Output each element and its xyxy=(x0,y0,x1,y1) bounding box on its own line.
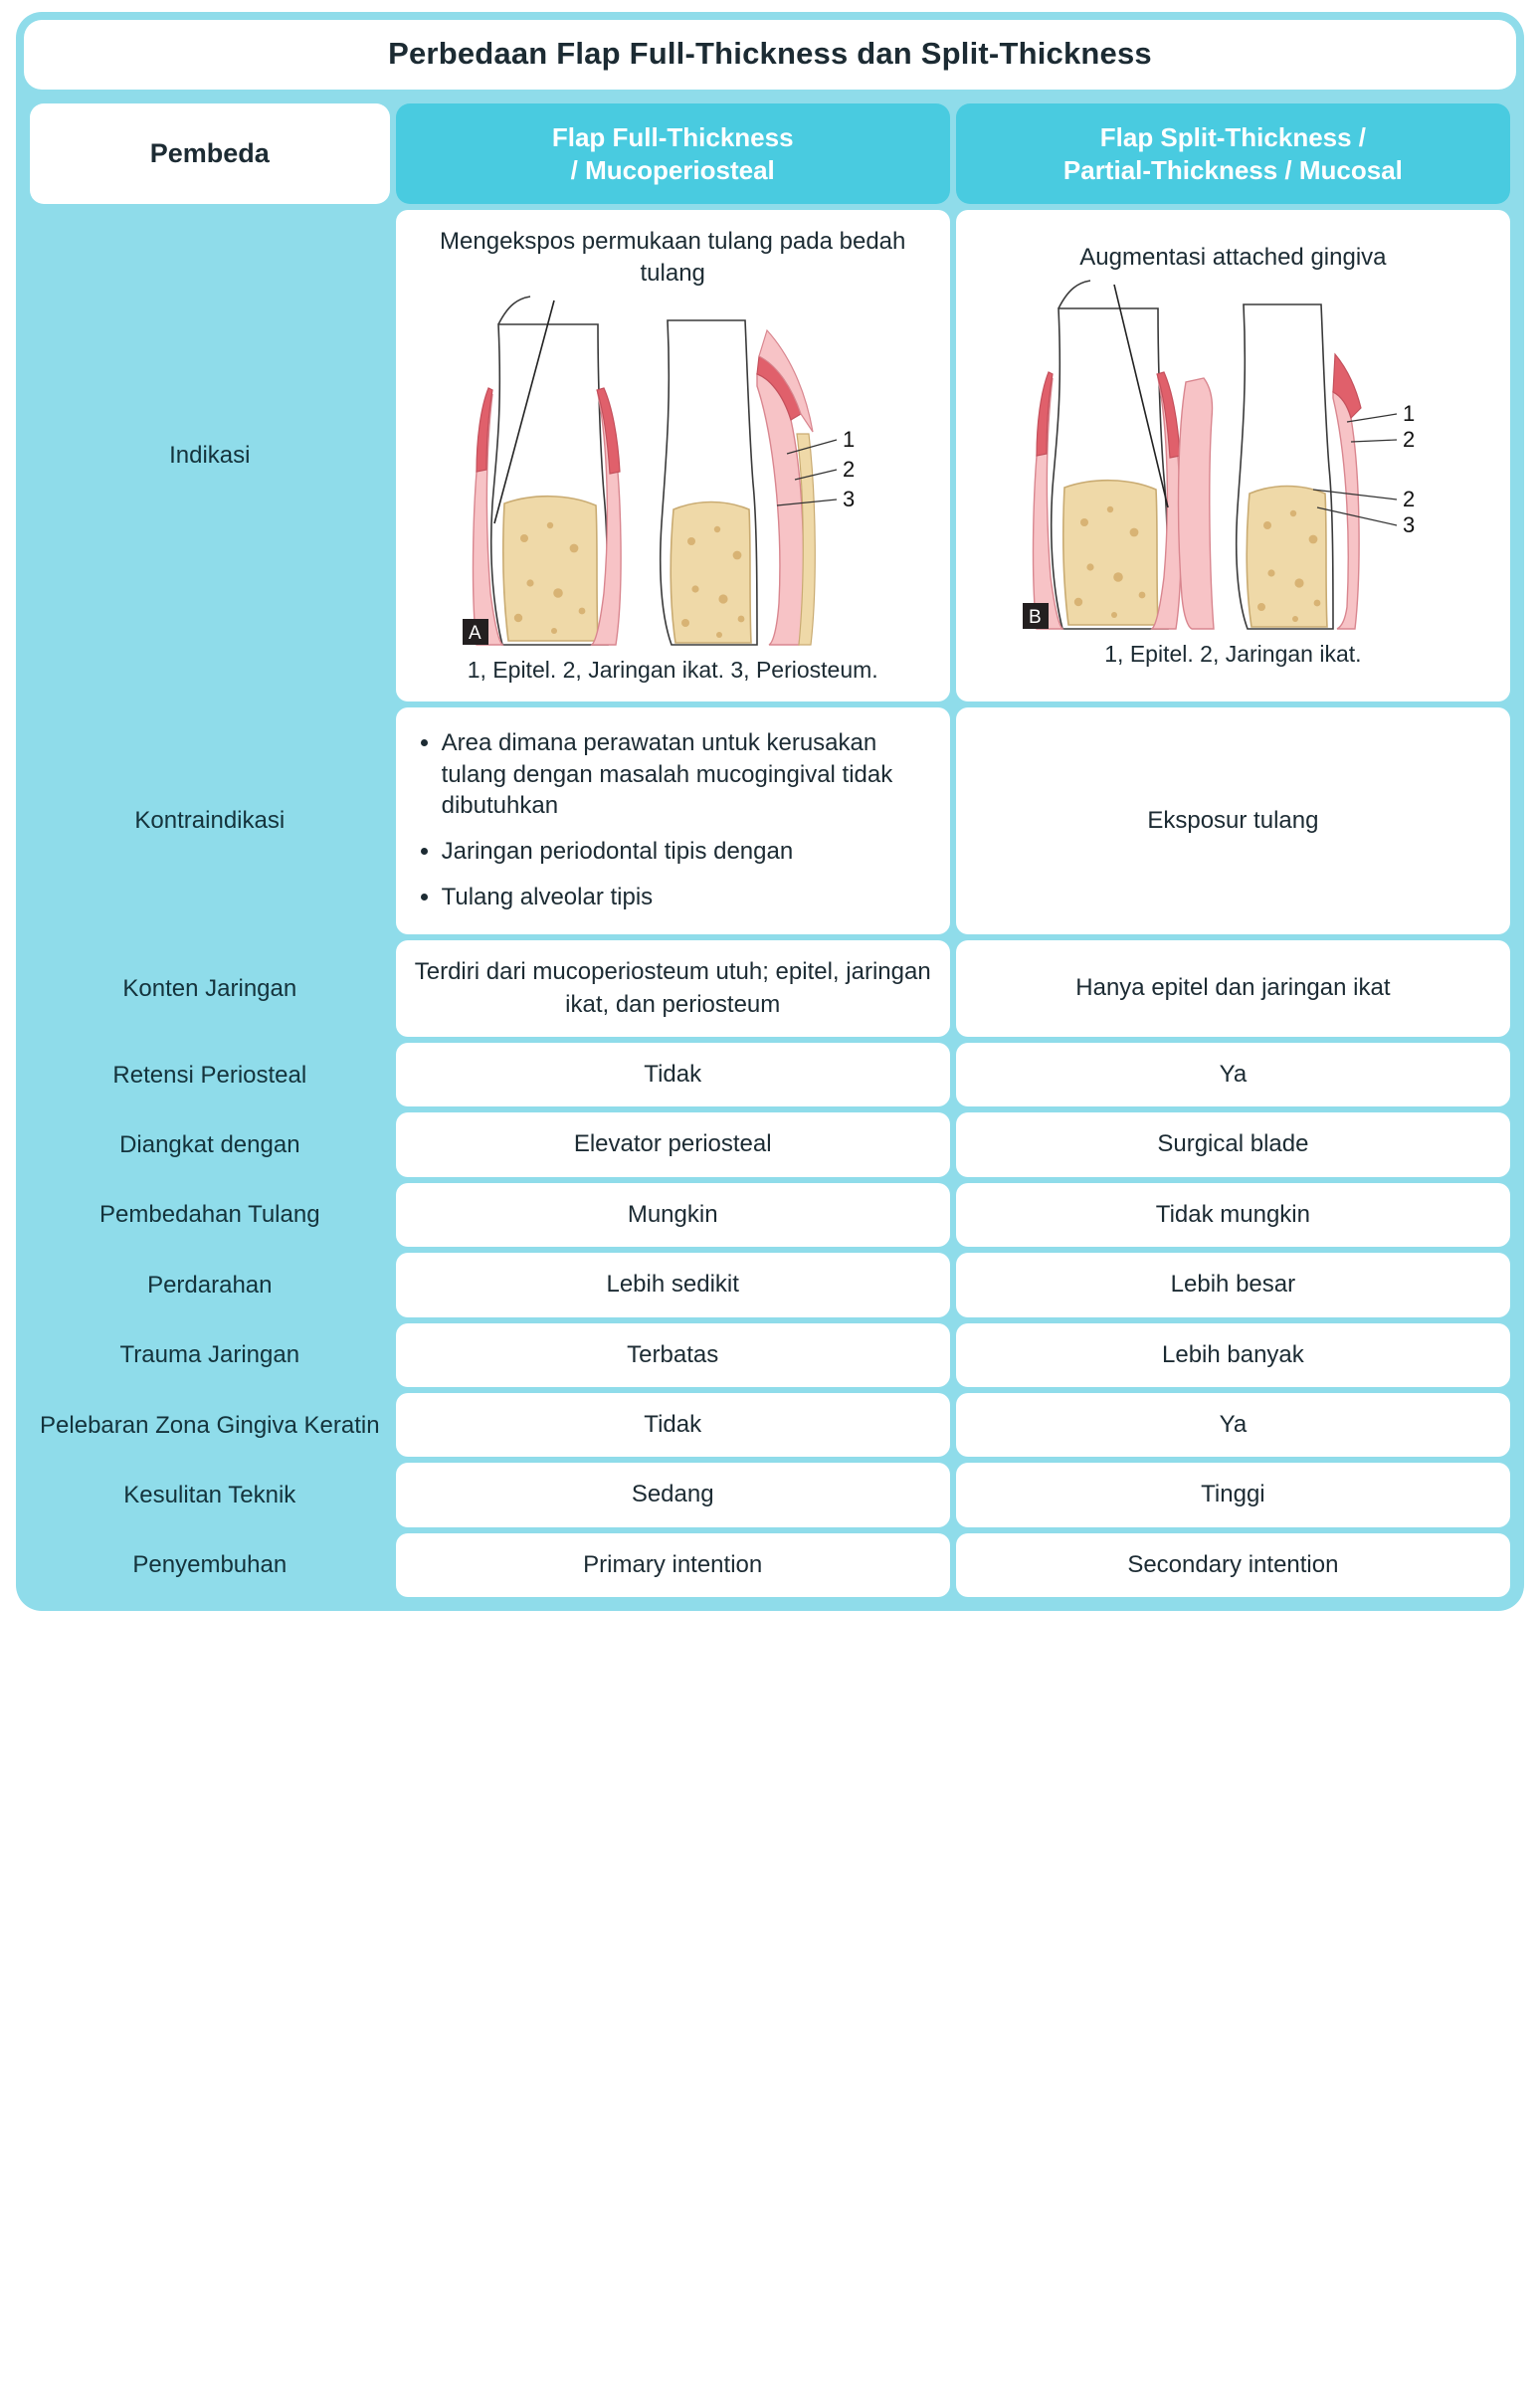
comparison-table xyxy=(24,98,1516,1603)
legend-number-2b: 2 xyxy=(1403,486,1416,511)
cell-kontraindikasi-split: Eksposur tulang xyxy=(956,707,1510,934)
figure-caption-split-top: Augmentasi attached gingiva xyxy=(1079,244,1387,272)
cell-perdarahan-split: Lebih besar xyxy=(956,1253,1510,1316)
table-row xyxy=(30,1253,1510,1316)
list-item: • Area dimana perawatan untuk kerusakan tulang dengan masalah mucogingival tidak dibutuhkan xyxy=(442,727,934,822)
list-item: • Jaringan periodontal tipis dengan xyxy=(442,836,934,868)
figure-caption-full-bottom: 1, Epitel. 2, Jaringan ikat. 3, Periosteum. xyxy=(467,656,878,683)
legend-number-3: 3 xyxy=(1403,511,1416,537)
row-label-kontraindikasi: Kontraindikasi xyxy=(30,707,390,934)
cell-retensi-periosteal-split: Ya xyxy=(956,1043,1510,1106)
row-label-penyembuhan: Penyembuhan xyxy=(30,1533,390,1597)
header-split-thickness xyxy=(956,103,1510,204)
table-row xyxy=(30,210,1510,701)
table-row xyxy=(30,1043,1510,1106)
figure-split-thickness xyxy=(972,279,1494,637)
row-label-indikasi: Indikasi xyxy=(30,210,390,701)
cell-penyembuhan-split: Secondary intention xyxy=(956,1533,1510,1597)
cell-pembedahan-tulang-full: Mungkin xyxy=(396,1183,950,1247)
split-thickness-diagram xyxy=(1019,279,1446,637)
legend-number-1: 1 xyxy=(843,426,856,452)
table-row xyxy=(30,940,1510,1037)
cell-retensi-periosteal-full: Tidak xyxy=(396,1043,950,1106)
list-item: • Tulang alveolar tipis xyxy=(442,882,934,913)
full-thickness-diagram xyxy=(459,295,886,653)
table-row xyxy=(30,707,1510,934)
row-label-konten-jaringan: Konten Jaringan xyxy=(30,940,390,1037)
cell-konten-jaringan-full: Terdiri dari mucoperiosteum utuh; epitel, jaringan ikat, dan periosteum xyxy=(396,940,950,1037)
row-label-perdarahan: Perdarahan xyxy=(30,1253,390,1316)
legend-number-3: 3 xyxy=(843,486,856,511)
cell-kesulitan-teknik-split: Tinggi xyxy=(956,1463,1510,1526)
cell-pembedahan-tulang-split: Tidak mungkin xyxy=(956,1183,1510,1247)
cell-konten-jaringan-split: Hanya epitel dan jaringan ikat xyxy=(956,940,1510,1037)
panel-letter-a: A xyxy=(469,622,481,644)
cell-diangkat-dengan-full: Elevator periosteal xyxy=(396,1112,950,1176)
figure-caption-split-bottom: 1, Epitel. 2, Jaringan ikat. xyxy=(1104,640,1362,667)
header-full-thickness xyxy=(396,103,950,204)
row-label-kesulitan-teknik: Kesulitan Teknik xyxy=(30,1463,390,1526)
row-label-retensi-periosteal: Retensi Periosteal xyxy=(30,1043,390,1106)
legend-number-2: 2 xyxy=(843,456,856,482)
cell-trauma-jaringan-split: Lebih banyak xyxy=(956,1323,1510,1387)
cell-pelebaran-zona-split: Ya xyxy=(956,1393,1510,1457)
table-header-row xyxy=(30,103,1510,204)
header-full-thickness-line2: / Mucoperiosteal xyxy=(570,154,775,185)
page-title: Perbedaan Flap Full-Thickness dan Split-Thickness xyxy=(388,36,1152,71)
header-full-thickness-line1: Flap Full-Thickness xyxy=(551,122,794,152)
cell-diangkat-dengan-split: Surgical blade xyxy=(956,1112,1510,1176)
row-label-pelebaran-zona-gingiva-keratin: Pelebaran Zona Gingiva Keratin xyxy=(30,1393,390,1457)
comparison-card xyxy=(16,12,1524,1611)
table-row xyxy=(30,1112,1510,1176)
cell-trauma-jaringan-full: Terbatas xyxy=(396,1323,950,1387)
cell-penyembuhan-full: Primary intention xyxy=(396,1533,950,1597)
row-label-trauma-jaringan: Trauma Jaringan xyxy=(30,1323,390,1387)
row-label-diangkat-dengan: Diangkat dengan xyxy=(30,1112,390,1176)
cell-perdarahan-full: Lebih sedikit xyxy=(396,1253,950,1316)
table-row xyxy=(30,1323,1510,1387)
header-split-thickness-line2: Partial-Thickness / Mucosal xyxy=(1062,154,1403,185)
header-pembeda: Pembeda xyxy=(30,103,390,204)
cell-indikasi-full xyxy=(396,210,950,701)
table-row xyxy=(30,1393,1510,1457)
cell-pelebaran-zona-full: Tidak xyxy=(396,1393,950,1457)
cell-kontraindikasi-full xyxy=(396,707,950,934)
panel-letter-b: B xyxy=(1029,606,1043,628)
header-split-thickness-line1: Flap Split-Thickness / xyxy=(1099,122,1367,152)
figure-caption-full-top: Mengekspos permukaan tulang pada bedah tulang xyxy=(440,228,906,288)
title-bar xyxy=(24,20,1516,90)
table-row xyxy=(30,1533,1510,1597)
row-label-pembedahan-tulang: Pembedahan Tulang xyxy=(30,1183,390,1247)
cell-indikasi-split xyxy=(956,210,1510,701)
legend-number-2: 2 xyxy=(1403,426,1416,452)
table-row xyxy=(30,1183,1510,1247)
table-row xyxy=(30,1463,1510,1526)
kontraindikasi-bullet-list xyxy=(412,723,934,918)
cell-kesulitan-teknik-full: Sedang xyxy=(396,1463,950,1526)
figure-full-thickness xyxy=(412,295,934,653)
legend-number-1: 1 xyxy=(1403,400,1416,426)
